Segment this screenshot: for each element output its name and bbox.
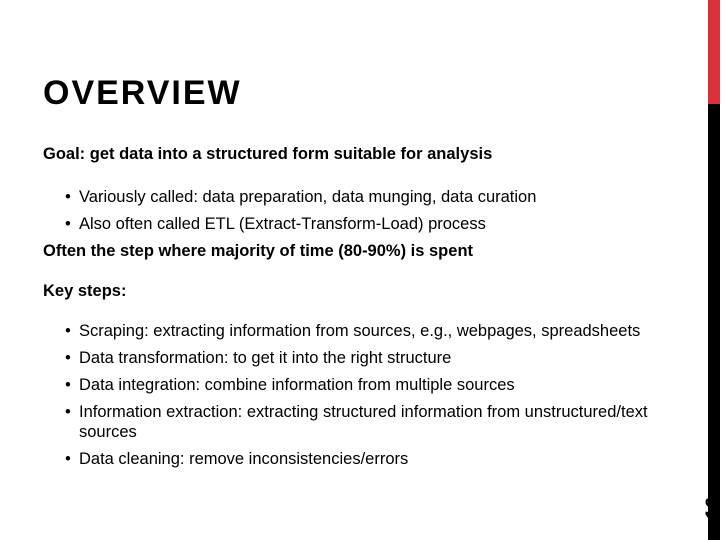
slide-title: OVERVIEW [43,74,242,112]
list-item: • Data integration: combine information from multiple sources [65,375,663,395]
list-item: • Information extraction: extracting structured information from unstructured/text sources [65,402,663,442]
page-number: 16 [702,496,725,520]
slide-body [43,144,663,469]
list-item: • Data cleaning: remove inconsistencies/errors [65,449,663,469]
list-item: • Scraping: extracting information from sources, e.g., webpages, spreadsheets [65,321,663,341]
goal-bullet-list [43,187,663,234]
goal-statement: Goal: get data into a structured form suitable for analysis [43,145,493,163]
time-note: Often the step where majority of time (80-90%) is spent [43,242,474,260]
key-steps-list [43,321,663,469]
key-steps-heading: Key steps: [43,282,127,300]
list-item: • Also often called ETL (Extract-Transform-Load) process [65,214,663,234]
list-item: • Data transformation: to get it into the right structure [65,348,663,368]
accent-bar [708,0,720,104]
side-bar [708,104,720,540]
list-item: • Variously called: data preparation, data munging, data curation [65,187,663,207]
